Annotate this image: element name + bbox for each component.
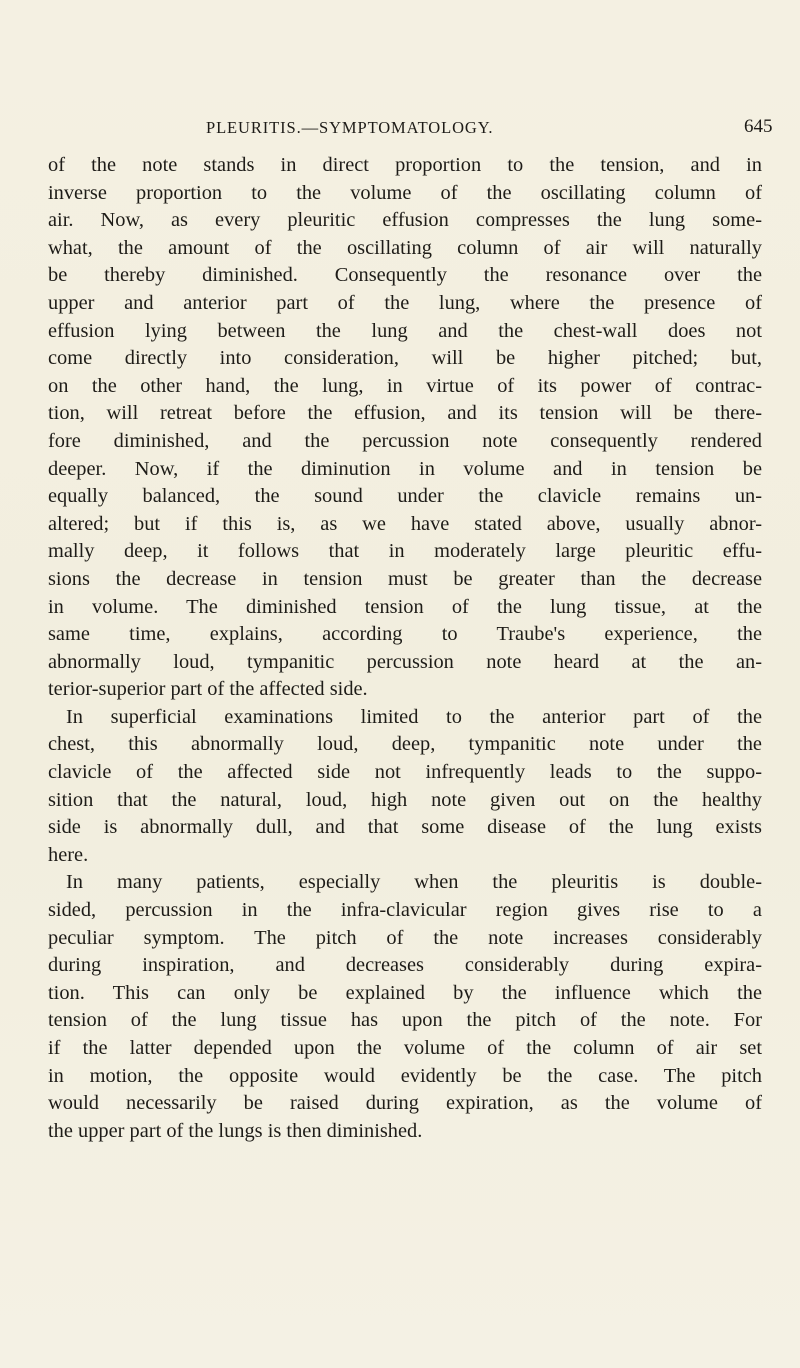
paragraph-end-line: the upper part of the lungs is then diminished. [48,1119,423,1142]
text-line: would necessarily be raised during expiration, as the volume of [48,1092,762,1115]
text-line: same time, explains, according to Traube's experience, the [48,623,762,646]
text-line: of the note stands in direct proportion to the tension, and in [48,154,762,176]
paragraph-end-line: here. [48,843,89,866]
running-title: PLEURITIS.—SYMPTOMATOLOGY. [206,118,494,137]
text-line: equally balanced, the sound under the clavicle remains un- [48,485,762,508]
text-line: come directly into consideration, will be higher pitched; but, [48,347,762,370]
text-line: during inspiration, and decreases considerably during expira- [48,954,762,977]
text-line: side is abnormally dull, and that some disease of the lung exists [48,816,762,839]
text-line: tension of the lung tissue has upon the pitch of the note. For [48,1009,762,1032]
text-line: chest, this abnormally loud, deep, tympanitic note under the [48,733,762,756]
running-head [0,118,800,142]
page-number: 645 [744,116,773,137]
paragraph-end-line: terior-superior part of the affected side. [48,678,368,701]
text-line: be thereby diminished. Consequently the resonance over the [48,264,762,287]
text-line: in motion, the opposite would evidently be the case. The pitch [48,1064,762,1087]
text-line: upper and anterior part of the lung, where the presence of [48,291,762,314]
text-line: peculiar symptom. The pitch of the note increases considerably [48,926,762,949]
text-line: effusion lying between the lung and the chest-wall does not [48,319,762,342]
text-line: what, the amount of the oscillating column of air will naturally [48,236,762,259]
text-line: air. Now, as every pleuritic effusion compresses the lung some- [48,209,762,232]
text-line: on the other hand, the lung, in virtue of its power of contrac- [48,374,762,397]
text-line: tion, will retreat before the effusion, and its tension will be there- [48,402,762,425]
paragraph-start-line: In many patients, especially when the pleuritis is double- [66,871,762,894]
text-line: inverse proportion to the volume of the oscillating column of [48,181,762,204]
text-line: altered; but if this is, as we have stated above, usually abnor- [48,512,762,535]
text-line: deeper. Now, if the diminution in volume and in tension be [48,457,762,480]
text-line: abnormally loud, tympanitic percussion note heard at the an- [48,650,762,673]
body-text [48,152,762,1145]
text-line: if the latter depended upon the volume of the column of air set [48,1037,762,1059]
text-line: tion. This can only be explained by the influence which the [48,981,762,1004]
paragraph-start-line: In superficial examinations limited to the anterior part of the [66,705,762,728]
text-line: clavicle of the affected side not infrequently leads to the suppo- [48,761,762,784]
text-line: sided, percussion in the infra-clavicular region gives rise to a [48,899,762,922]
text-line: sions the decrease in tension must be greater than the decrease [48,567,762,590]
text-line: mally deep, it follows that in moderately large pleuritic effu- [48,540,762,563]
text-line: sition that the natural, loud, high note given out on the healthy [48,788,762,811]
text-line: fore diminished, and the percussion note consequently rendered [48,429,762,452]
text-line: in volume. The diminished tension of the lung tissue, at the [48,595,762,618]
